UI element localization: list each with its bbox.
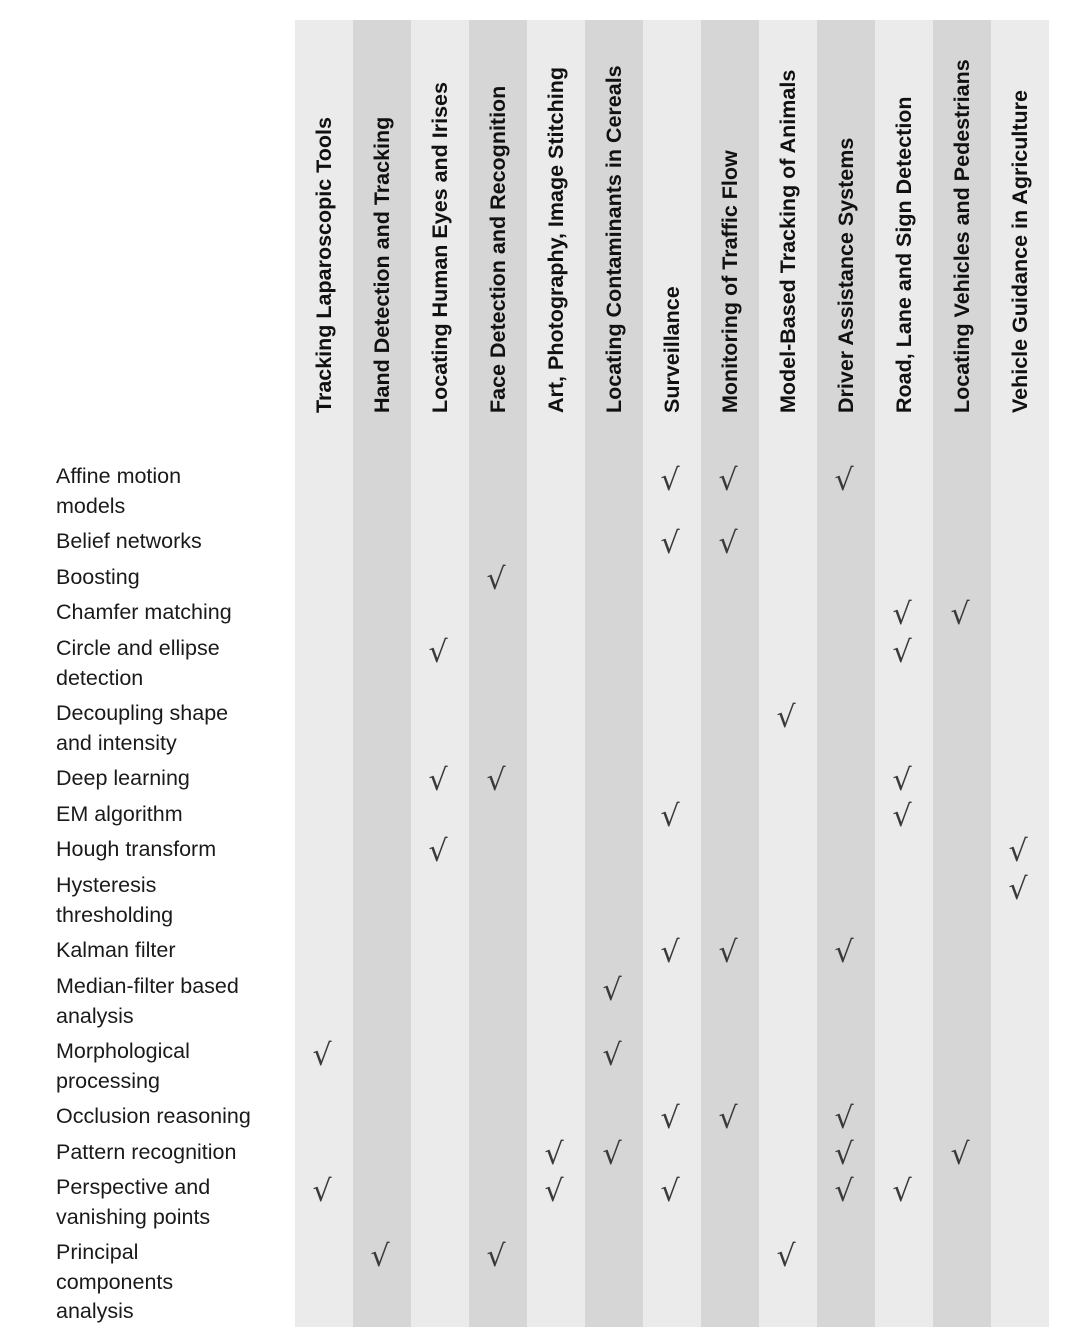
row-label-line: Chamfer matching xyxy=(56,600,232,624)
column-header-label: Vehicle Guidance in Agriculture xyxy=(1008,90,1032,413)
check-mark-icon: √ xyxy=(892,798,912,834)
row-label xyxy=(56,1037,286,1096)
row-label-line: Deep learning xyxy=(56,766,190,790)
column-header xyxy=(991,7,1049,437)
column-header xyxy=(353,7,411,437)
row-label-line: EM algorithm xyxy=(56,802,183,826)
check-mark-icon: √ xyxy=(486,762,506,798)
row-label xyxy=(56,1138,286,1168)
row-label xyxy=(56,598,286,628)
check-mark-icon: √ xyxy=(660,1100,680,1136)
column-header-label: Hand Detection and Tracking xyxy=(370,116,394,413)
column-band xyxy=(991,20,1049,1327)
column-header xyxy=(643,7,701,437)
row-label-line: Hysteresis xyxy=(56,873,157,897)
row-label xyxy=(56,871,286,930)
row-label-line: analysis xyxy=(56,1299,134,1323)
column-header-label: Face Detection and Recognition xyxy=(486,85,510,413)
column-band xyxy=(585,20,643,1327)
check-mark-icon: √ xyxy=(660,798,680,834)
row-label xyxy=(56,1173,286,1232)
row-label-line: detection xyxy=(56,665,144,690)
check-mark-icon: √ xyxy=(834,1174,854,1209)
column-header xyxy=(585,7,643,437)
row-label xyxy=(56,972,286,1031)
check-mark-icon: √ xyxy=(834,934,854,970)
row-label-line: Boosting xyxy=(56,565,140,589)
check-mark-icon: √ xyxy=(892,635,912,670)
column-band xyxy=(933,20,991,1327)
row-label xyxy=(56,527,286,557)
check-mark-icon: √ xyxy=(544,1174,564,1209)
check-mark-icon: √ xyxy=(428,833,448,869)
check-mark-icon: √ xyxy=(892,1174,912,1209)
row-label-line: Morphological xyxy=(56,1039,190,1063)
check-mark-icon: √ xyxy=(660,934,680,970)
check-mark-icon: √ xyxy=(834,463,854,498)
row-label-line: Principal xyxy=(56,1240,139,1264)
check-mark-icon: √ xyxy=(428,762,448,798)
column-band xyxy=(411,20,469,1327)
check-mark-icon: √ xyxy=(776,700,796,735)
column-band xyxy=(295,20,353,1327)
row-label-line: Decoupling shape xyxy=(56,701,229,725)
column-header-label: Tracking Laparoscopic Tools xyxy=(312,117,336,413)
row-label-line: thresholding xyxy=(56,902,174,927)
column-band xyxy=(469,20,527,1327)
row-label-line: Perspective and xyxy=(56,1175,211,1199)
check-mark-icon: √ xyxy=(834,1136,854,1172)
row-label xyxy=(56,936,286,966)
column-band xyxy=(875,20,933,1327)
check-mark-icon: √ xyxy=(370,1239,390,1274)
row-label-line: Hough transform xyxy=(56,837,217,861)
column-header-label: Monitoring of Traffic Flow xyxy=(718,150,742,413)
column-header xyxy=(933,7,991,437)
row-label-line: Occlusion reasoning xyxy=(56,1104,251,1128)
check-mark-icon: √ xyxy=(892,762,912,798)
row-label xyxy=(56,800,286,830)
column-header xyxy=(701,7,759,437)
column-header-label: Surveillance xyxy=(660,286,684,413)
column-header-label: Road, Lane and Sign Detection xyxy=(892,96,916,413)
row-label-line: Median-filter based xyxy=(56,974,239,998)
check-mark-icon: √ xyxy=(776,1239,796,1274)
check-mark-icon: √ xyxy=(486,1239,506,1274)
column-band xyxy=(759,20,817,1327)
row-label-line: models xyxy=(56,493,126,518)
check-mark-icon: √ xyxy=(660,1174,680,1209)
column-band xyxy=(527,20,585,1327)
row-label xyxy=(56,835,286,865)
check-mark-icon: √ xyxy=(602,1038,622,1073)
check-mark-icon: √ xyxy=(718,525,738,561)
check-mark-icon: √ xyxy=(718,463,738,498)
check-mark-icon: √ xyxy=(718,934,738,970)
column-header xyxy=(759,7,817,437)
check-mark-icon: √ xyxy=(950,596,970,632)
column-header xyxy=(295,7,353,437)
column-header xyxy=(527,7,585,437)
check-mark-icon: √ xyxy=(1008,872,1028,907)
column-header-label: Locating Vehicles and Pedestrians xyxy=(950,59,974,413)
check-mark-icon: √ xyxy=(544,1136,564,1172)
check-mark-icon: √ xyxy=(1008,833,1028,869)
check-mark-icon: √ xyxy=(718,1100,738,1136)
row-label-line: Kalman filter xyxy=(56,938,176,962)
check-mark-icon: √ xyxy=(312,1174,332,1209)
row-label-line: processing xyxy=(56,1068,160,1093)
column-header xyxy=(817,7,875,437)
row-label xyxy=(56,1102,286,1132)
row-label xyxy=(56,462,286,521)
column-header xyxy=(469,7,527,437)
check-mark-icon: √ xyxy=(950,1136,970,1172)
check-mark-icon: √ xyxy=(660,463,680,498)
row-label xyxy=(56,634,286,693)
column-header-label: Model-Based Tracking of Animals xyxy=(776,69,800,413)
row-label-line: Belief networks xyxy=(56,529,202,553)
check-mark-icon: √ xyxy=(892,596,912,632)
row-label xyxy=(56,764,286,794)
row-label xyxy=(56,1238,286,1327)
check-mark-icon: √ xyxy=(312,1038,332,1073)
column-header-label: Driver Assistance Systems xyxy=(834,137,858,413)
column-header xyxy=(875,7,933,437)
column-header-label: Locating Contaminants in Cereals xyxy=(602,65,626,413)
column-header-label: Locating Human Eyes and Irises xyxy=(428,82,452,413)
row-label-line: analysis xyxy=(56,1003,134,1028)
row-label-line: components xyxy=(56,1269,174,1294)
check-mark-icon: √ xyxy=(602,973,622,1008)
check-mark-icon: √ xyxy=(486,561,506,597)
row-label-line: Pattern recognition xyxy=(56,1140,237,1164)
check-mark-icon: √ xyxy=(834,1100,854,1136)
column-header xyxy=(411,7,469,437)
row-label-line: vanishing points xyxy=(56,1204,211,1229)
check-mark-icon: √ xyxy=(602,1136,622,1172)
row-label xyxy=(56,699,286,758)
check-mark-icon: √ xyxy=(660,525,680,561)
row-label-line: Affine motion xyxy=(56,464,182,488)
row-label-line: and intensity xyxy=(56,730,177,755)
column-band xyxy=(353,20,411,1327)
row-label xyxy=(56,563,286,593)
row-label-line: Circle and ellipse xyxy=(56,636,220,660)
column-header-label: Art, Photography, Image Stitching xyxy=(544,66,568,413)
check-mark-icon: √ xyxy=(428,635,448,670)
